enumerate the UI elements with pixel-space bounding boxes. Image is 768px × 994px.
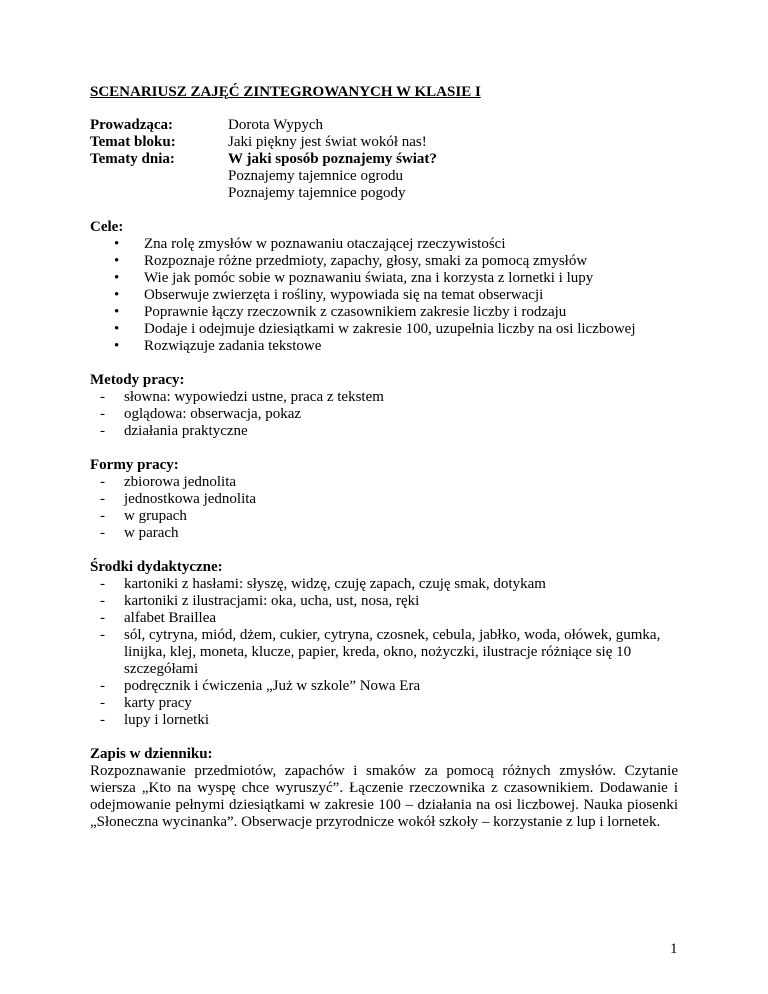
- method-item: - oglądowa: obserwacja, pokaz: [90, 406, 678, 423]
- goal-item: • Obserwuje zwierzęta i rośliny, wypowiada się na temat obserwacji: [90, 287, 678, 304]
- methods-list: [90, 389, 678, 440]
- form-item: - w grupach: [90, 508, 678, 525]
- forms-heading: Formy pracy:: [90, 457, 179, 473]
- meta-block: [90, 117, 678, 202]
- journal-heading: Zapis w dzienniku:: [90, 746, 213, 762]
- form-item: - zbiorowa jednolita: [90, 474, 678, 491]
- goals-list: [90, 236, 678, 355]
- materials-heading: Środki dydaktyczne:: [90, 559, 223, 575]
- goal-item: • Rozpoznaje różne przedmioty, zapachy, głosy, smaki za pomocą zmysłów: [90, 253, 678, 270]
- material-item: - sól, cytryna, miód, dżem, cukier, cytryna, czosnek, cebula, jabłko, woda, ołówek, gumka, linijka, klej, moneta, klucze, papier, kreda, okno, nożyczki, ilustracje różniące się 10 szczegółami: [90, 627, 678, 678]
- materials-section: [90, 559, 678, 729]
- material-item: - lupy i lornetki: [90, 712, 678, 729]
- day-topic: Poznajemy tajemnice pogody: [228, 185, 406, 201]
- document-title: SCENARIUSZ ZAJĘĆ ZINTEGROWANYCH W KLASIE I: [90, 84, 481, 100]
- goals-section: [90, 219, 678, 355]
- day-topics-value: [228, 151, 678, 202]
- page-number: 1: [670, 941, 678, 957]
- material-item: - karty pracy: [90, 695, 678, 712]
- material-item: - podręcznik i ćwiczenia „Już w szkole” Nowa Era: [90, 678, 678, 695]
- material-item: - kartoniki z ilustracjami: oka, ucha, ust, nosa, ręki: [90, 593, 678, 610]
- material-item: - alfabet Braillea: [90, 610, 678, 627]
- goals-heading: Cele:: [90, 219, 124, 235]
- teacher-value: Dorota Wypych: [228, 117, 324, 133]
- day-topic: Poznajemy tajemnice ogrodu: [228, 168, 403, 184]
- methods-section: [90, 372, 678, 440]
- goal-item: • Poprawnie łączy rzeczownik z czasownikiem zakresie liczby i rodzaju: [90, 304, 678, 321]
- form-item: - jednostkowa jednolita: [90, 491, 678, 508]
- method-item: - działania praktyczne: [90, 423, 678, 440]
- day-topic: W jaki sposób poznajemy świat?: [228, 151, 437, 167]
- materials-list: [90, 576, 678, 729]
- methods-heading: Metody pracy:: [90, 372, 185, 388]
- form-item: - w parach: [90, 525, 678, 542]
- day-topics-label: Tematy dnia:: [90, 151, 175, 167]
- goal-item: • Rozwiązuje zadania tekstowe: [90, 338, 678, 355]
- document-page: [90, 84, 678, 831]
- forms-list: [90, 474, 678, 542]
- block-topic-label: Temat bloku:: [90, 134, 176, 150]
- journal-section: [90, 746, 678, 831]
- goal-item: • Wie jak pomóc sobie w poznawaniu świata, zna i korzysta z lornetki i lupy: [90, 270, 678, 287]
- goal-item: • Dodaje i odejmuje dziesiątkami w zakresie 100, uzupełnia liczby na osi liczbowej: [90, 321, 678, 338]
- forms-section: [90, 457, 678, 542]
- block-topic-value: Jaki piękny jest świat wokół nas!: [228, 134, 427, 150]
- material-item: - kartoniki z hasłami: słyszę, widzę, czuję zapach, czuję smak, dotykam: [90, 576, 678, 593]
- method-item: - słowna: wypowiedzi ustne, praca z tekstem: [90, 389, 678, 406]
- journal-text: Rozpoznawanie przedmiotów, zapachów i smaków za pomocą różnych zmysłów. Czytanie wiersza „Kto na wyspę chce wyruszyć”. Łączenie rzeczownika z czasownikiem. Dodawanie i odejmowanie pełnymi dziesiątkami w zakresie 100 – działania na osi liczbowej. Nauka piosenki „Słoneczna wycinanka”. Obserwacje przyrodnicze wokół szkoły – korzystanie z lup i lornetek.: [90, 763, 678, 830]
- teacher-label: Prowadząca:: [90, 117, 174, 133]
- goal-item: • Zna rolę zmysłów w poznawaniu otaczającej rzeczywistości: [90, 236, 678, 253]
